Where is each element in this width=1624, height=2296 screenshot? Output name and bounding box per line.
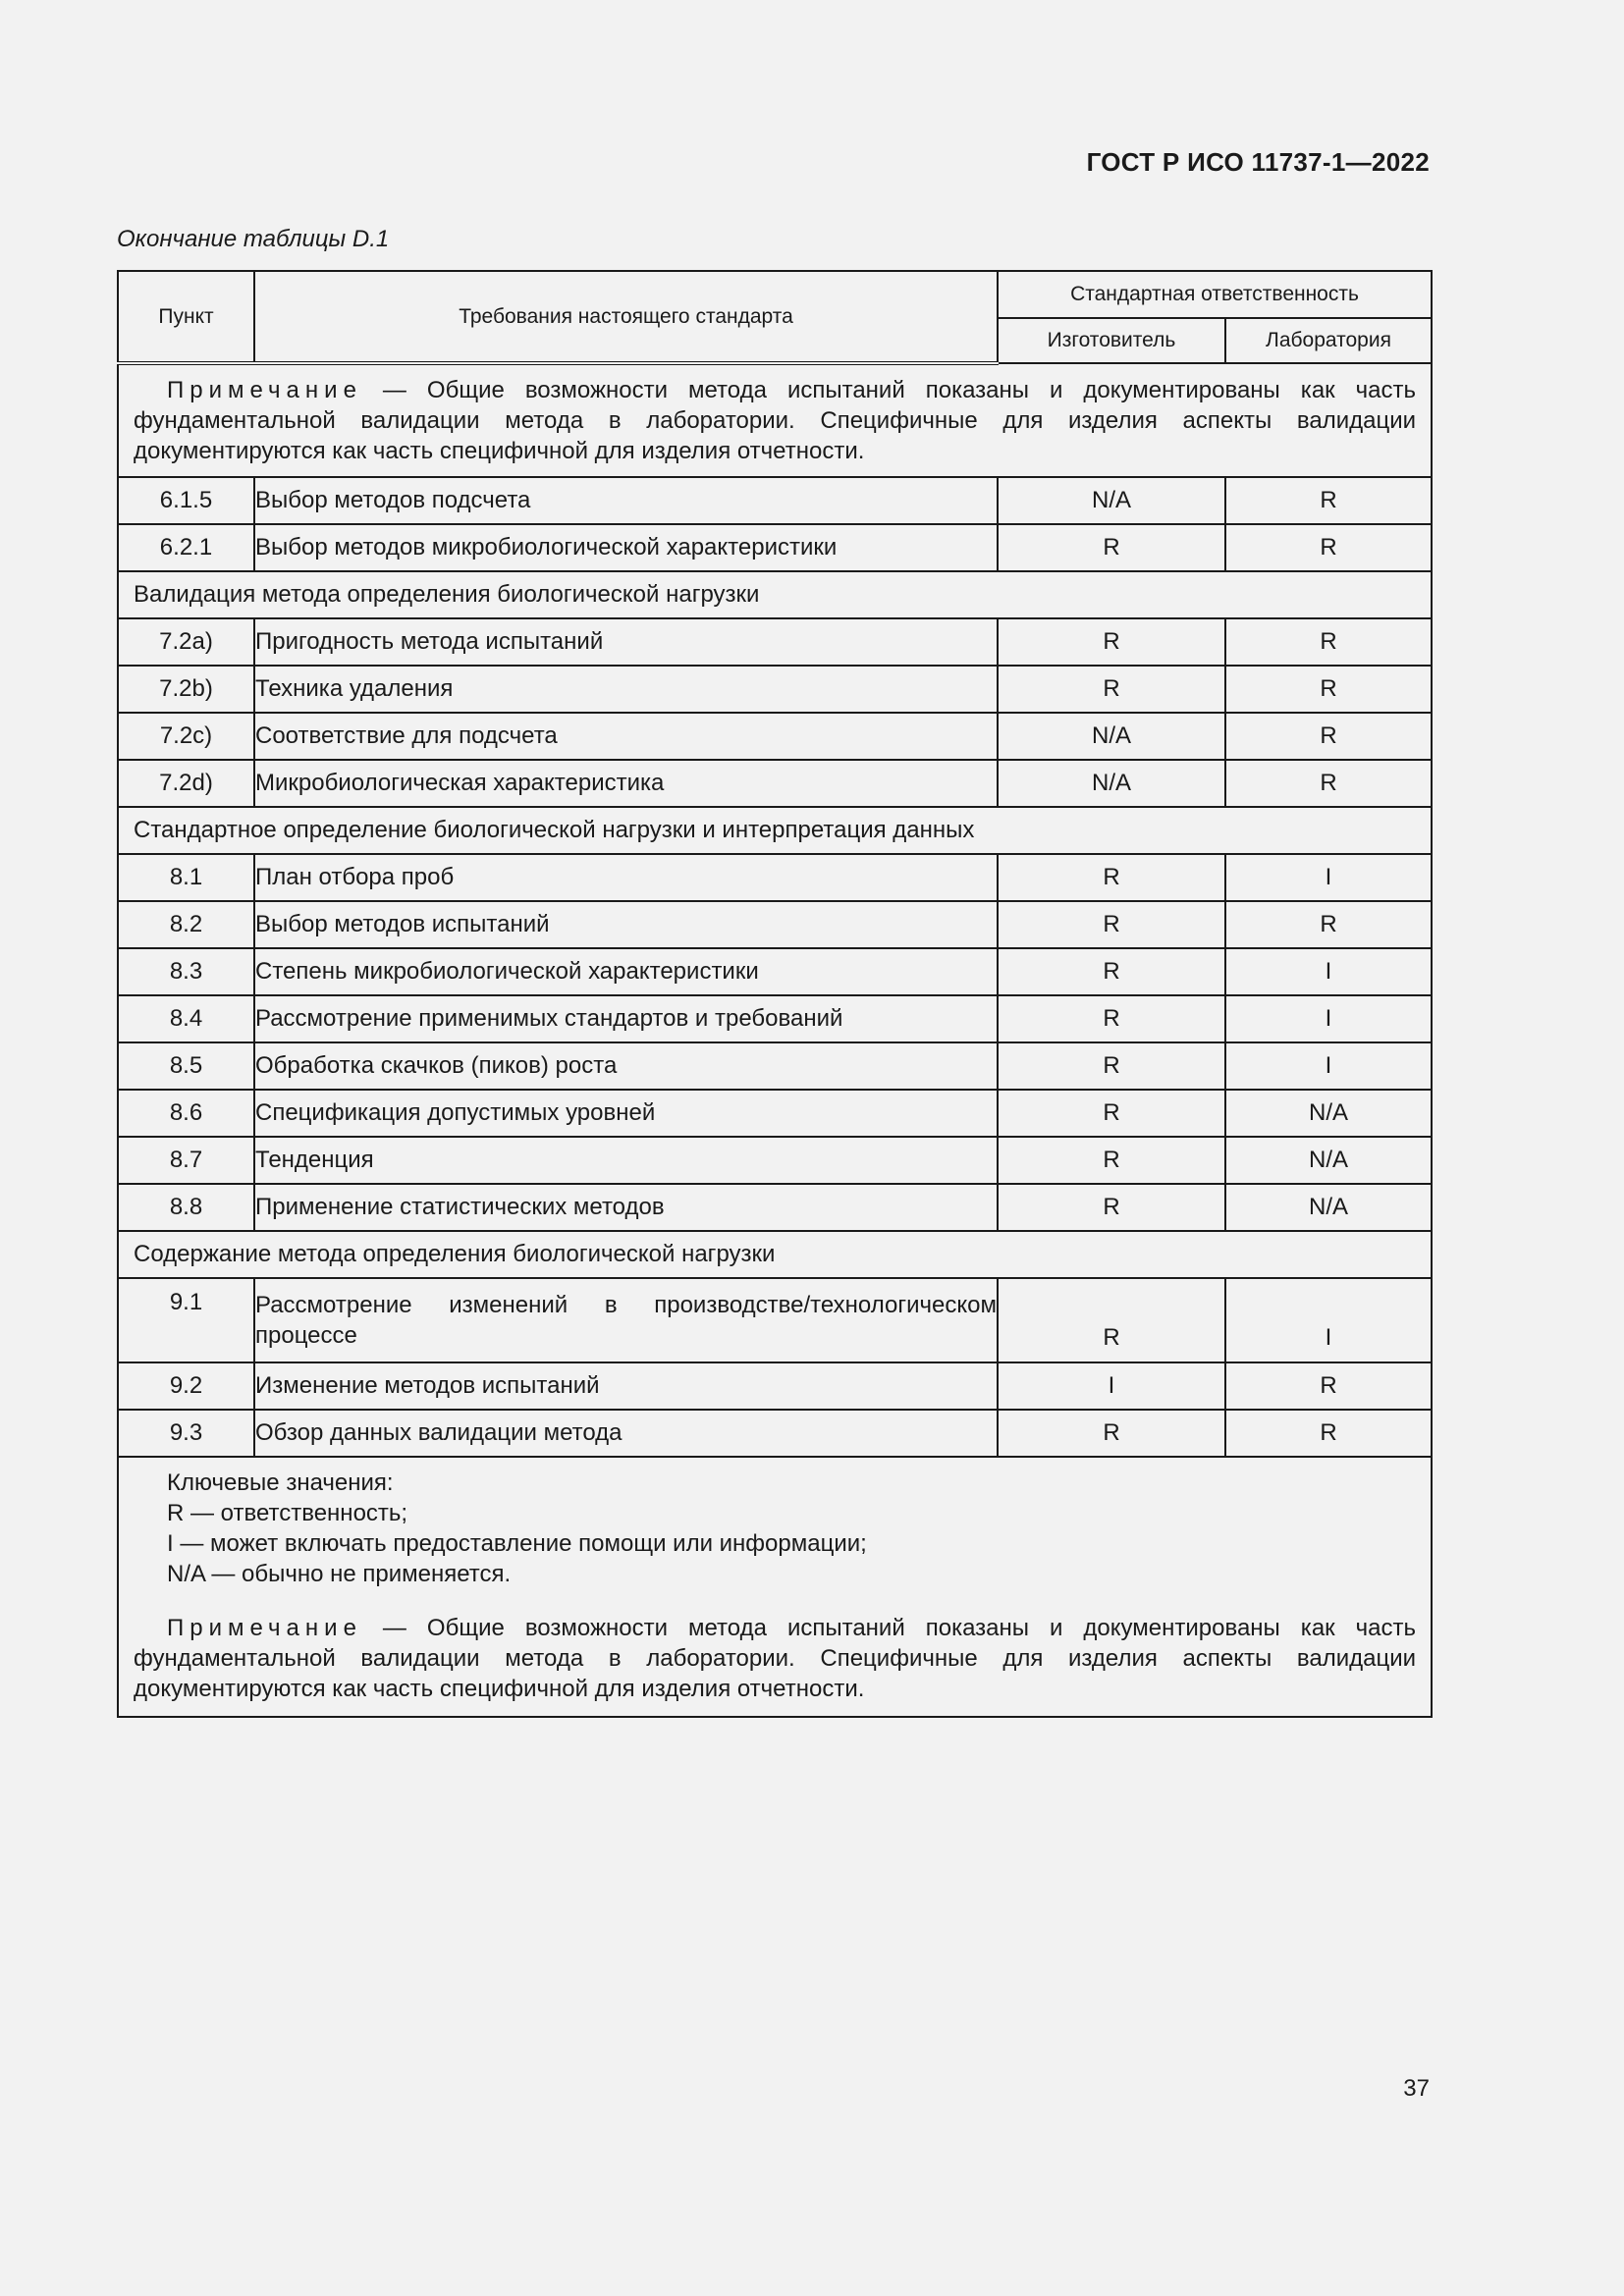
- laboratory-cell: R: [1225, 477, 1432, 524]
- table-row: [118, 666, 1432, 713]
- note-bottom-prefix: Примечание: [167, 1615, 362, 1641]
- manufacturer-cell: R: [998, 1410, 1225, 1457]
- key-line-r: R — ответственность;: [167, 1500, 408, 1526]
- key-title: Ключевые значения:: [167, 1469, 394, 1496]
- item-cell: 6.1.5: [118, 477, 254, 524]
- note-top: [118, 363, 1432, 477]
- table-row: [118, 948, 1432, 995]
- laboratory-cell: R: [1225, 618, 1432, 666]
- responsibility-table: [117, 270, 1433, 1718]
- manufacturer-cell: N/A: [998, 760, 1225, 807]
- requirement-cell: Обзор данных валидации метода: [254, 1410, 998, 1457]
- item-cell: 9.1: [118, 1278, 254, 1362]
- manufacturer-cell: R: [998, 1090, 1225, 1137]
- item-cell: 9.3: [118, 1410, 254, 1457]
- table-row: [118, 854, 1432, 901]
- item-cell: 8.3: [118, 948, 254, 995]
- note-row-top: [118, 363, 1432, 477]
- laboratory-cell: I: [1225, 1278, 1432, 1362]
- requirement-cell: Рассмотрение применимых стандартов и требований: [254, 995, 998, 1042]
- table-row: [118, 1362, 1432, 1410]
- note-bottom: [134, 1613, 1416, 1704]
- table-row: [118, 477, 1432, 524]
- key-line-na: N/A — обычно не применяется.: [167, 1561, 512, 1587]
- requirement-cell: Изменение методов испытаний: [254, 1362, 998, 1410]
- manufacturer-cell: R: [998, 901, 1225, 948]
- table-row: [118, 1184, 1432, 1231]
- laboratory-cell: I: [1225, 948, 1432, 995]
- manufacturer-cell: R: [998, 854, 1225, 901]
- requirement-cell: Соответствие для подсчета: [254, 713, 998, 760]
- manufacturer-cell: R: [998, 1137, 1225, 1184]
- item-cell: 7.2d): [118, 760, 254, 807]
- table-row: [118, 1137, 1432, 1184]
- item-cell: 7.2c): [118, 713, 254, 760]
- manufacturer-cell: R: [998, 666, 1225, 713]
- item-cell: 6.2.1: [118, 524, 254, 571]
- requirement-cell: Выбор методов микробиологической характеристики: [254, 524, 998, 571]
- manufacturer-cell: I: [998, 1362, 1225, 1410]
- table-row: [118, 1090, 1432, 1137]
- key-row: [118, 1457, 1432, 1717]
- table-row: [118, 618, 1432, 666]
- requirement-cell: Тенденция: [254, 1137, 998, 1184]
- laboratory-cell: R: [1225, 666, 1432, 713]
- section-title: Стандартное определение биологической нагрузки и интерпретация данных: [118, 807, 1432, 854]
- table-row: [118, 1042, 1432, 1090]
- table-row: [118, 524, 1432, 571]
- table-row: [118, 901, 1432, 948]
- laboratory-cell: R: [1225, 1410, 1432, 1457]
- laboratory-cell: N/A: [1225, 1137, 1432, 1184]
- col-item-header: Пункт: [118, 271, 254, 363]
- requirement-cell: Применение статистических методов: [254, 1184, 998, 1231]
- document-code: ГОСТ Р ИСО 11737-1—2022: [1086, 147, 1430, 177]
- page-number: 37: [1403, 2075, 1430, 2102]
- item-cell: 9.2: [118, 1362, 254, 1410]
- manufacturer-cell: R: [998, 1184, 1225, 1231]
- laboratory-cell: N/A: [1225, 1184, 1432, 1231]
- item-cell: 7.2a): [118, 618, 254, 666]
- note-bottom-text: — Общие возможности метода испытаний показаны и документированы как часть фундаментальной валидации метода в лаборатории. Специфичные для изделия аспекты валидации документируются как часть специфичной для изделия отчетности.: [134, 1615, 1417, 1702]
- section-row: [118, 807, 1432, 854]
- table-caption: Окончание таблицы D.1: [117, 226, 390, 252]
- requirement-cell: План отбора проб: [254, 854, 998, 901]
- key-line-i: I — может включать предоставление помощи или информации;: [167, 1530, 867, 1557]
- manufacturer-cell: R: [998, 524, 1225, 571]
- note-top-prefix: Примечание: [167, 377, 362, 403]
- item-cell: 8.2: [118, 901, 254, 948]
- manufacturer-cell: N/A: [998, 477, 1225, 524]
- manufacturer-cell: R: [998, 995, 1225, 1042]
- section-row: [118, 571, 1432, 618]
- laboratory-cell: R: [1225, 524, 1432, 571]
- item-cell: 8.1: [118, 854, 254, 901]
- note-top-text: — Общие возможности метода испытаний показаны и документированы как часть фундаментальной валидации метода в лаборатории. Специфичные для изделия аспекты валидации документируются как часть специфичной для изделия отчетности.: [134, 377, 1417, 464]
- table-row: [118, 760, 1432, 807]
- requirement-cell: Рассмотрение изменений в производстве/технологическом процессе: [254, 1278, 998, 1362]
- col-requirements-header: Требования настоящего стандарта: [254, 271, 998, 363]
- item-cell: 8.8: [118, 1184, 254, 1231]
- laboratory-cell: R: [1225, 760, 1432, 807]
- manufacturer-cell: R: [998, 948, 1225, 995]
- table-row: [118, 995, 1432, 1042]
- item-cell: 8.6: [118, 1090, 254, 1137]
- requirement-cell: Микробиологическая характеристика: [254, 760, 998, 807]
- manufacturer-cell: N/A: [998, 713, 1225, 760]
- section-title: Валидация метода определения биологической нагрузки: [118, 571, 1432, 618]
- item-cell: 7.2b): [118, 666, 254, 713]
- laboratory-cell: I: [1225, 1042, 1432, 1090]
- laboratory-cell: R: [1225, 901, 1432, 948]
- laboratory-cell: N/A: [1225, 1090, 1432, 1137]
- section-row: [118, 1231, 1432, 1278]
- laboratory-cell: R: [1225, 713, 1432, 760]
- requirement-cell: Выбор методов подсчета: [254, 477, 998, 524]
- requirement-cell: Обработка скачков (пиков) роста: [254, 1042, 998, 1090]
- laboratory-cell: I: [1225, 854, 1432, 901]
- col-group-header: Стандартная ответственность: [998, 271, 1432, 318]
- laboratory-cell: R: [1225, 1362, 1432, 1410]
- manufacturer-cell: R: [998, 1042, 1225, 1090]
- table-row: [118, 713, 1432, 760]
- laboratory-cell: I: [1225, 995, 1432, 1042]
- requirement-cell: Степень микробиологической характеристики: [254, 948, 998, 995]
- requirement-cell: Спецификация допустимых уровней: [254, 1090, 998, 1137]
- item-cell: 8.7: [118, 1137, 254, 1184]
- col-laboratory-header: Лаборатория: [1225, 318, 1432, 363]
- table-row: [118, 1278, 1432, 1362]
- requirement-cell: Пригодность метода испытаний: [254, 618, 998, 666]
- requirement-cell: Выбор методов испытаний: [254, 901, 998, 948]
- manufacturer-cell: R: [998, 618, 1225, 666]
- table-row: [118, 1410, 1432, 1457]
- item-cell: 8.5: [118, 1042, 254, 1090]
- col-manufacturer-header: Изготовитель: [998, 318, 1225, 363]
- item-cell: 8.4: [118, 995, 254, 1042]
- key-cell: [118, 1457, 1432, 1717]
- requirement-cell: Техника удаления: [254, 666, 998, 713]
- manufacturer-cell: R: [998, 1278, 1225, 1362]
- section-title: Содержание метода определения биологической нагрузки: [118, 1231, 1432, 1278]
